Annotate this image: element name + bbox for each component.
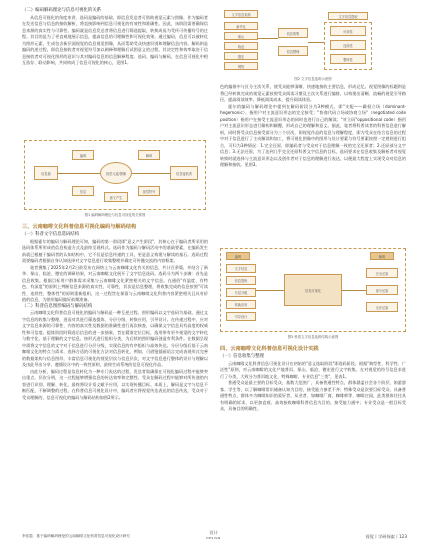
fig1-source: 信息源 — [34, 166, 58, 180]
fig3-result: 完全还原 — [366, 268, 398, 278]
subheading: （二）编码解码理论与信息可视化的关系 — [22, 8, 102, 13]
fig3-result: 无法还原 — [366, 302, 398, 312]
fig1-encode: 编码 — [72, 150, 94, 160]
fig2-r-item: 连续性 — [330, 40, 366, 50]
fig2-collect: 信息收集 — [278, 28, 308, 38]
section-heading: 四、云南咖啡文化科普信息可视化设计实践 — [220, 346, 319, 352]
left-column — [22, 8, 208, 67]
fig2-item: 保山 — [224, 32, 258, 40]
fig3-step: 信息提炼 — [226, 276, 256, 285]
fig3-step: 引导设计 — [226, 312, 256, 321]
fig3-decode-label: 解码 — [370, 252, 394, 260]
paragraph: 从信息可视化的角度来讲，选码是编码的基础，即信息发送者可借助视觉元素与图像，作为编码者在发送信息与信息的接收解析，将直接影响到信息可视化的有效性和准确性。因此，该阶段需要确保信息来源的真实性与可靠性。编码就是信息发送者将信息进行筛选提取，转换成易为受传可传播符号的过程。其目的是为了更直观地展示信息，提高信息的可理解性和可视化效果。通过编码，信息可以被转化为图形元素，生成包含新层面视觉的信息视觉图像，从而帮助受众快速识别和理解信息内容。解码则是编码的逆过程，即信息接收者对视觉符号加以阐释和理解后试图意义的过程。其决定性和效率取决于信息接收者对可视化图形的意识与其对编码信息的信息解释程度。选码、编码与解码，在信息可视化中相互依存、联动影响，共同构成了信息可视化的核心，见图1。 — [22, 14, 208, 65]
fig3-step: 分层分级 — [226, 288, 256, 297]
page-footer — [0, 528, 427, 550]
fig2-r-item: 可读性 — [330, 26, 366, 36]
fig3-result: 部分还原 — [366, 285, 398, 295]
left-column-lower — [22, 220, 208, 401]
connector — [132, 173, 170, 174]
fig2-item: 网络 — [224, 62, 258, 70]
fig2-left-title: 文字信息来源 — [224, 10, 258, 18]
fig2-r-item: 整体性 — [330, 54, 366, 64]
fig1-visual: 视觉元素/图像 — [100, 162, 132, 184]
paragraph: 笔者搜集了2025年2月2日前发布在网络上与云南咖啡文化有关的信息，共计百余篇，并结合了新华、保山、临沧、德宏的调研结果，对云南咖啡文化展开了文字信息选码。选码分为两个步骤：首先是信息收集。根据目标用户群体需求采集与云南咖啡文化紧密相关的文字信息。在通俗"有温度、有特色、有深度"的原则上判断信息来源的真实性、可靠性，其次是信息整理，将收集完成的信息按照"可读性、连续性、整体性"的原则重新组织，这一过程旨在保留与云南咖啡文化科普内容紧密相关且具有价值的信息，为图形编码做好前期准备。 — [22, 264, 208, 302]
paragraph: 由此分析，编码过程是信息转化为一种专门表达的过程，发送者需确保在可视化编码过程中能够突出重点，层次分明，这一过程能够增强信息的传达效率和完整性。受众在解码过程中能够对所传递的内容进行识别、理解、转化，最终将设计语义赋予应用，以实现传播目标。本质上，解码是文字与信息不断匹配、不断调整的过程，在科普信息可视化设计中，编码者应将视觉传达表达的信息传达，受众对于受众理解的，信息可视化的编码与解码结构如图2所示。 — [22, 368, 208, 400]
paragraph: 云南咖啡文化科普信息可视化设计在初始的"意义选取阶段"即选码阶段，根据"典型性、科学性、广泛性"原则，对云南咖啡的文化产地普洱、保山、临沧、德宏进行文字收集，在对视觉的符号信息求进行了分类，大致分为普洱地文化、特殊咖啡、专业信息"三类"，见表1。 — [220, 360, 406, 379]
paragraph: 根据霍尔的编码与解码理论可知，编码的第一阶段即"意义产生阶段"，其核心在于编码者所采用的选码体系所形成的信息构造方式及最终呈现样式。选码作为编码与解码活动中的基础要素，在编码发生前就已根植于编码者的认知结构中，它不仅是信息传递的工具，更是意义构建与解读的基石。选码过程需要编码者根据自身认知选择对文字信息进行收集整理并确定可传播交流的内容框架。 — [22, 238, 208, 263]
fig3-encode-label: 编码 — [226, 252, 250, 260]
fig2-right-title: 文字信息提取 — [328, 12, 368, 20]
footer-center-bottom: DESIGN — [206, 536, 221, 540]
right-column — [220, 84, 406, 169]
paragraph: 普通受众是最主要的目标受众，基数大范围广，具备普通性特点，群体涵盖社会各个阶层，如游游客、学生等，以了解咖啡常识储备认知为目的，接受能力参差不齐；特殊受众是次要目标受众，具备普通性特点，群体多为咖啡知识的爱好者、从业者、如咖啡厂商、咖啡师等、咖啡庄园，此类群体往往具有明确的诉求，以更加直观、高效接收咖啡科普信息为目的。接受能力通中；专业受众是一般目标受众，具备目的明确性。 — [220, 380, 406, 411]
fig1-meaning: 意义产生 — [104, 192, 128, 202]
subheading: （一）科普文字信息选码结构 — [22, 232, 80, 237]
fig2-organize: 信息整理 — [278, 46, 308, 56]
fig1-symbol: 视觉符号 — [138, 186, 160, 196]
figure-3-caption: 图3 科普文字信息选码结构示意图 — [287, 335, 339, 339]
fig3-step: 文字信息 — [226, 264, 256, 273]
connector — [256, 290, 284, 291]
figure-1-caption: 图1 编码解码理论与信息可视化的关系图 — [84, 213, 146, 217]
connector — [308, 42, 324, 43]
fig2-item: 新华社 — [224, 22, 258, 30]
figure-3 — [220, 248, 406, 332]
paragraph: 霍尔的编码与解码理论中提到在解码阶段分为3种模式，即"支配——霸权立场（dominant-hegemonic）、指用户对主流意识形态的完全接受；"协商代码立场或协商立场"（negotiated code position）指用户在接受主流意识形态的同时也进行自己的解读；"对立码"oppositional code）指用户对主流意识形态进行解构和颠覆，形成自己的理解和意义。据此，笔者将科普读者的科普信息进行解析，同时将受众信息接受面分为三个层次，即视觉作品的信息与理解程度，即为受众在结合信息的过程中对于信息进行了主动解读和加工，将可视化图像中的图形与设计要素与符号要素按照一定规则进行组合，可归为3种情况：1.完全还原，即编码者与受众对于信息理解一致的完全还原者；2.还原部分文字信息；3.无法还原，为了达到几乎完全还原科普文字信息的目标，选码要求在信息收集及解析者对视觉转换时就选择与主流意识形态以及创作者对于信息的理解进行表达，以便最大程度上实现受众对信息的理解和接收。见图3。 — [220, 103, 406, 167]
paragraph: 色的编排中与区分主次关系，使受众能够清晰、快速地接收主要信息，形成记忆。视觉图像的标题则是将已经转换完成的视觉元素按照受众阅读习惯及主次关系进行编排，以构建出清晰、流畅的视觉引导路径，提高阅读效率，降低阅读成本，提升阅读体验。 — [220, 84, 406, 102]
fig2-item: 临沧 — [224, 42, 258, 50]
fig1-info: 信息 — [72, 186, 94, 196]
paragraph: 云南咖啡文化科普信息可视化的编码与解码是一种互逆过程。图形编码以文字选码为基础，通过文字信息的收集与整理，进而对其进行筛选提炼、分层分级、转换应用，引导设计。在传递过程中，应对文字信息来源的可靠性、内容的真实性及数据的准确性进行再次核查，以确保文字信息具有高度的权威性和可信度。提炼阶段时筛选后信息的进一步抽象，旨在精准定位目标，选用带有更多视觉的文字转化与数字化，基于理解的文字信息，按形式进行组织分类，为后续的图形编码创造有利条件。在数据呈现中需将文字信息的文字对于信息进行分层分级，实现信息的有序组织与高效传达。分层分级后基于云南咖啡文化的特点与需求，选择合适的可视化方法对信息转化，例如，可借鉴插画语言完成表现形式完善的数据架构与信息图形，丰富信息可视化的视觉层次与信息层次，对文字信息进行整体的设计与理解以及由此导出分享，遵循设计中的一致性原则，最终生成系统的信息可视化作品。 — [22, 310, 208, 367]
figure-1 — [24, 140, 206, 210]
fig3-center: 信息可视化 — [284, 274, 342, 306]
fig3-step: 转换应用 — [226, 300, 256, 309]
footer-right: 视觉丨学研探索丨123 — [365, 534, 407, 539]
subheading: （一）信息收集与整理 — [220, 354, 264, 359]
figure-2 — [220, 8, 406, 74]
subheading: （二）科普信息图形编码与解码结构 — [22, 303, 93, 309]
fig2-item: 德宏 — [224, 52, 258, 60]
figure-2-caption: 图2 文字信息选码示意图 — [294, 77, 332, 81]
fig1-receiver: 信息接收者 — [170, 166, 198, 180]
connector — [342, 290, 366, 291]
footer-center-top: 设计 — [209, 530, 218, 535]
right-column-lower — [220, 342, 406, 413]
connector — [258, 38, 278, 39]
connector — [58, 173, 100, 174]
section-heading: 三、云南咖啡文化科普信息可视化编码与解码结构 — [22, 224, 137, 230]
footer-left: 李佳霞：基于编码解码理论的云南咖啡文化科普信息可视化设计研究 — [22, 534, 130, 538]
fig1-decode: 解码 — [138, 150, 160, 160]
